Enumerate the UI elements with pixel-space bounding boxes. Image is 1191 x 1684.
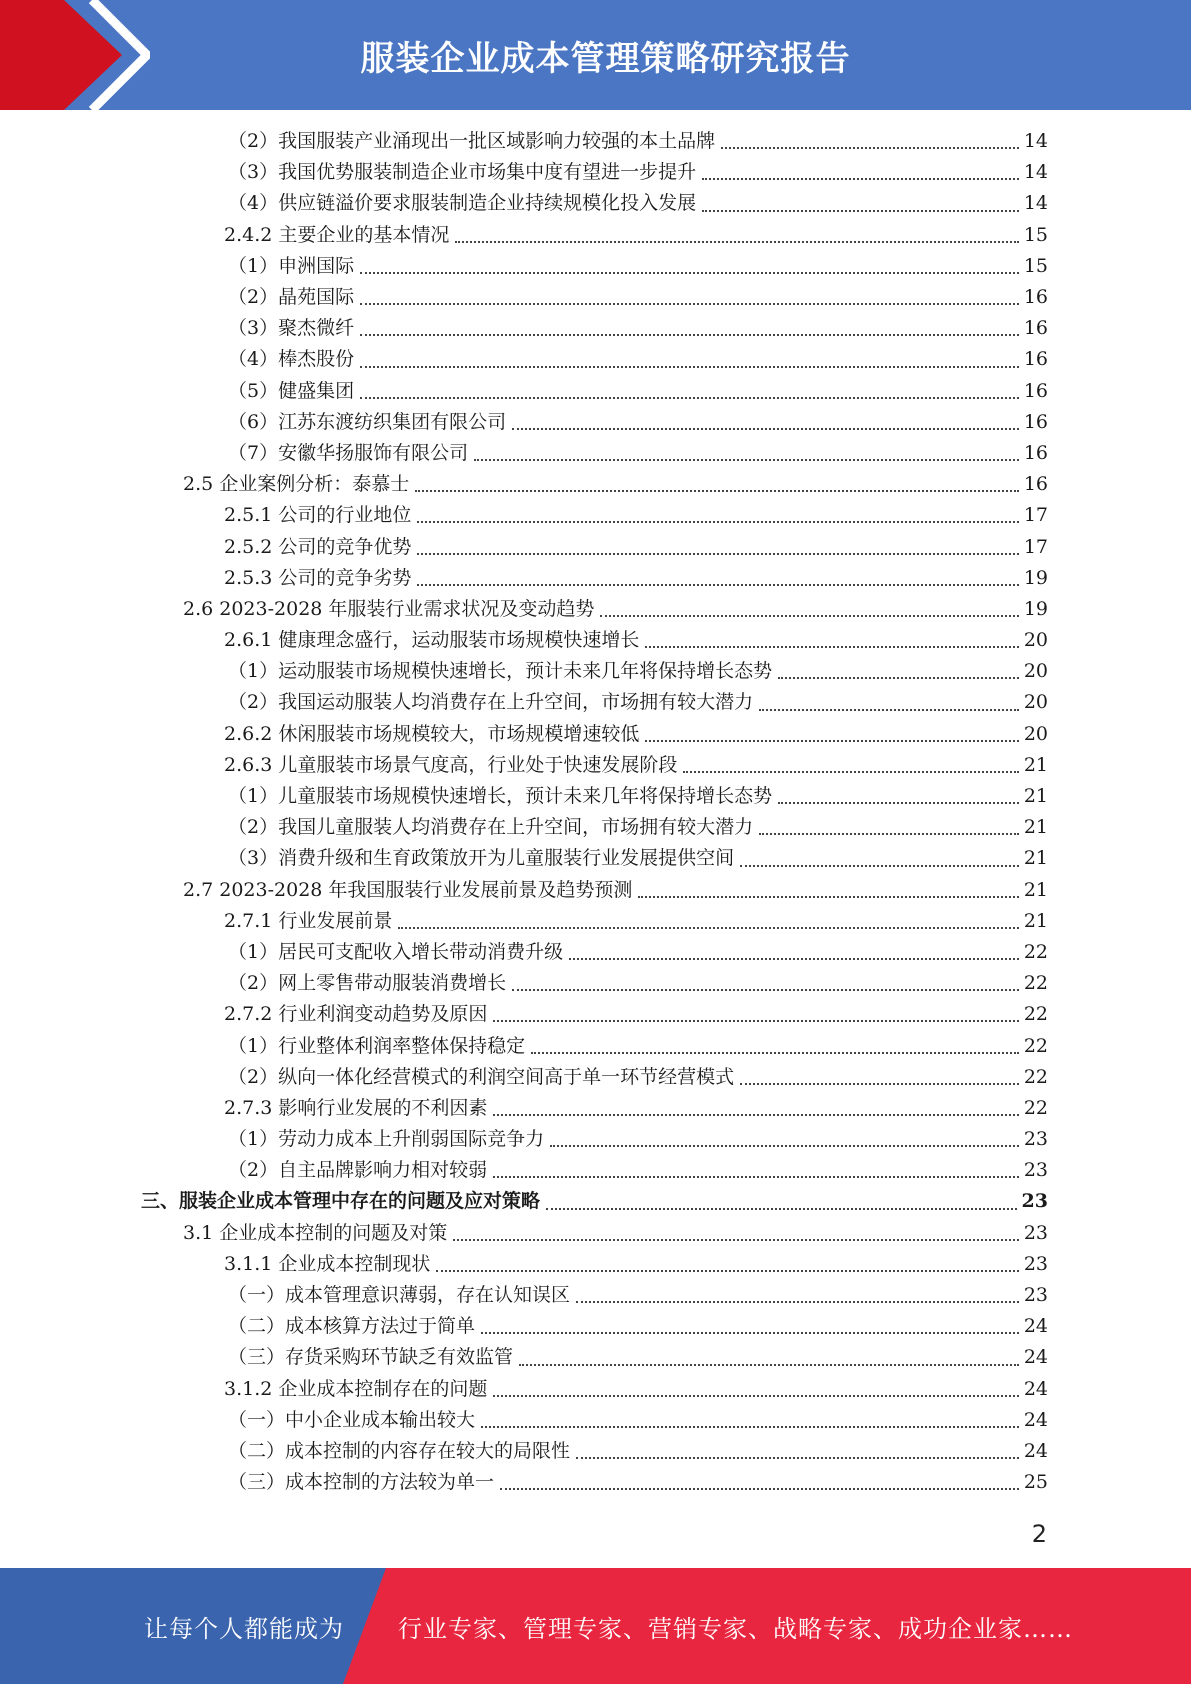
toc-entry-label: 2.5.2 公司的竞争优势: [224, 535, 412, 558]
toc-entry-page: 22: [1023, 1065, 1048, 1088]
toc-entry-label: 2.7.1 行业发展前景: [224, 909, 393, 932]
header-arrow-decoration: [0, 0, 150, 110]
toc-entry[interactable]: [0, 750, 1191, 781]
toc-entry-page: 20: [1023, 629, 1048, 652]
toc-dot-leader: [531, 1051, 1019, 1054]
toc-dot-leader: [778, 676, 1019, 679]
toc-entry[interactable]: [0, 126, 1191, 157]
toc-dot-leader: [360, 365, 1019, 368]
toc-entry-label: （2）晶苑国际: [228, 286, 355, 309]
toc-entry[interactable]: [0, 937, 1191, 968]
toc-entry[interactable]: [0, 1249, 1191, 1280]
toc-entry-page: 14: [1023, 192, 1048, 215]
toc-entry[interactable]: [0, 563, 1191, 594]
toc-entry-page: 22: [1023, 1096, 1048, 1119]
toc-entry-label: （2）我国服装产业涌现出一批区域影响力较强的本土品牌: [228, 130, 716, 153]
toc-entry-page: 24: [1023, 1315, 1048, 1338]
toc-entry-page: 25: [1023, 1471, 1048, 1494]
toc-dot-leader: [360, 302, 1019, 305]
toc-entry-label: 3.1.1 企业成本控制现状: [224, 1252, 431, 1275]
toc-entry-page: 22: [1023, 1034, 1048, 1057]
toc-dot-leader: [569, 957, 1019, 960]
toc-dot-leader: [493, 1113, 1018, 1116]
toc-dot-leader: [645, 645, 1018, 648]
toc-entry[interactable]: [0, 376, 1191, 407]
toc-entry[interactable]: [0, 687, 1191, 718]
toc-entry-label: （2）我国运动服装人均消费存在上升空间，市场拥有较大潜力: [228, 691, 754, 714]
toc-entry-page: 21: [1023, 909, 1048, 932]
toc-entry-label: 2.4.2 主要企业的基本情况: [224, 223, 450, 246]
toc-entry[interactable]: [0, 282, 1191, 313]
toc-entry[interactable]: [0, 1342, 1191, 1373]
toc-entry-page: 24: [1023, 1439, 1048, 1462]
toc-entry-label: （一）中小企业成本输出较大: [228, 1408, 476, 1431]
toc-entry[interactable]: [0, 407, 1191, 438]
toc-dot-leader: [453, 1238, 1019, 1241]
toc-dot-leader: [455, 240, 1018, 243]
toc-dot-leader: [500, 1487, 1019, 1490]
toc-entry-label: （3）我国优势服装制造企业市场集中度有望进一步提升: [228, 161, 697, 184]
toc-entry[interactable]: [0, 344, 1191, 375]
toc-entry-page: 16: [1023, 286, 1048, 309]
toc-entry-page: 20: [1023, 691, 1048, 714]
toc-dot-leader: [683, 770, 1018, 773]
toc-entry-label: （2）自主品牌影响力相对较弱: [228, 1159, 488, 1182]
toc-entry-page: 20: [1023, 660, 1048, 683]
toc-dot-leader: [546, 1207, 1017, 1210]
toc-entry-page: 23: [1023, 1159, 1048, 1182]
toc-entry-label: 2.6 2023-2028 年服装行业需求状况及变动趋势: [183, 597, 595, 620]
toc-entry[interactable]: [0, 1436, 1191, 1467]
toc-entry-label: 2.7.3 影响行业发展的不利因素: [224, 1096, 488, 1119]
toc-entry-page: 17: [1023, 504, 1048, 527]
toc-entry[interactable]: [0, 625, 1191, 656]
toc-entry[interactable]: [0, 500, 1191, 531]
toc-entry-label: （1）劳动力成本上升削弱国际竞争力: [228, 1128, 545, 1151]
toc-entry-page: 24: [1023, 1377, 1048, 1400]
footer-banner: [0, 1568, 1191, 1684]
toc-entry[interactable]: [0, 1374, 1191, 1405]
toc-entry-label: 2.6.3 儿童服装市场景气度高，行业处于快速发展阶段: [224, 753, 678, 776]
toc-dot-leader: [360, 396, 1019, 399]
toc-entry-page: 23: [1023, 1128, 1048, 1151]
toc-entry-label: （二）成本核算方法过于简单: [228, 1315, 476, 1338]
toc-entry[interactable]: [0, 1186, 1191, 1217]
toc-entry-label: （2）我国儿童服装人均消费存在上升空间，市场拥有较大潜力: [228, 816, 754, 839]
toc-dot-leader: [702, 209, 1019, 212]
toc-entry[interactable]: [0, 1218, 1191, 1249]
toc-dot-leader: [493, 1175, 1019, 1178]
toc-entry-page: 16: [1023, 348, 1048, 371]
toc-entry-label: 3.1 企业成本控制的问题及对策: [183, 1221, 448, 1244]
toc-entry-label: 2.7 2023-2028 年我国服装行业发展前景及趋势预测: [183, 878, 633, 901]
toc-dot-leader: [638, 895, 1018, 898]
toc-entry-page: 16: [1023, 473, 1048, 496]
toc-entry[interactable]: [0, 220, 1191, 251]
table-of-contents: [0, 126, 1191, 1498]
toc-dot-leader: [702, 177, 1019, 180]
toc-dot-leader: [512, 427, 1019, 430]
toc-dot-leader: [759, 832, 1019, 835]
toc-entry-page: 16: [1023, 317, 1048, 340]
toc-dot-leader: [600, 614, 1018, 617]
toc-entry-label: 2.6.2 休闲服装市场规模较大，市场规模增速较低: [224, 722, 640, 745]
toc-dot-leader: [493, 1019, 1018, 1022]
toc-entry[interactable]: [0, 1311, 1191, 1342]
toc-entry-page: 21: [1023, 878, 1048, 901]
toc-dot-leader: [721, 146, 1019, 149]
toc-dot-leader: [417, 552, 1018, 555]
toc-entry-page: 22: [1023, 940, 1048, 963]
toc-dot-leader: [493, 1394, 1018, 1397]
toc-entry-page: 20: [1023, 722, 1048, 745]
toc-entry-label: 2.7.2 行业利润变动趋势及原因: [224, 1003, 488, 1026]
toc-entry-page: 17: [1023, 535, 1048, 558]
toc-entry-page: 23: [1021, 1190, 1048, 1213]
toc-dot-leader: [645, 739, 1018, 742]
toc-entry-label: （2）纵向一体化经营模式的利润空间高于单一环节经营模式: [228, 1065, 735, 1088]
toc-dot-leader: [360, 271, 1019, 274]
toc-entry[interactable]: [0, 812, 1191, 843]
toc-entry-label: （1）运动服装市场规模快速增长，预计未来几年将保持增长态势: [228, 660, 773, 683]
toc-entry[interactable]: [0, 157, 1191, 188]
toc-dot-leader: [481, 1425, 1019, 1428]
toc-entry[interactable]: [0, 781, 1191, 812]
toc-entry-page: 23: [1023, 1284, 1048, 1307]
toc-entry-label: 三、服装企业成本管理中存在的问题及应对策略: [141, 1190, 541, 1213]
toc-entry-label: 2.5.1 公司的行业地位: [224, 504, 412, 527]
toc-entry-page: 22: [1023, 972, 1048, 995]
toc-entry[interactable]: [0, 1124, 1191, 1155]
toc-dot-leader: [519, 1363, 1019, 1366]
toc-entry[interactable]: [0, 999, 1191, 1030]
toc-dot-leader: [576, 1300, 1019, 1303]
toc-entry-page: 19: [1023, 597, 1048, 620]
toc-entry[interactable]: [0, 875, 1191, 906]
toc-entry-label: （4）棒杰股份: [228, 348, 355, 371]
toc-entry-label: （三）存货采购环节缺乏有效监管: [228, 1346, 514, 1369]
toc-entry-label: （2）网上零售带动服装消费增长: [228, 972, 507, 995]
toc-entry-page: 15: [1023, 223, 1048, 246]
toc-entry[interactable]: [0, 1062, 1191, 1093]
toc-dot-leader: [360, 333, 1019, 336]
toc-entry-page: 21: [1023, 785, 1048, 808]
toc-dot-leader: [474, 458, 1019, 461]
toc-entry[interactable]: [0, 906, 1191, 937]
toc-entry-label: （7）安徽华扬服饰有限公司: [228, 441, 469, 464]
toc-entry-page: 16: [1023, 441, 1048, 464]
toc-dot-leader: [417, 520, 1018, 523]
toc-entry-page: 21: [1023, 816, 1048, 839]
footer-slogan-left: 让每个人都能成为: [144, 1614, 344, 1643]
header-banner: [0, 0, 1191, 110]
toc-entry-label: 2.5.3 公司的竞争劣势: [224, 566, 412, 589]
toc-entry-page: 15: [1023, 254, 1048, 277]
toc-dot-leader: [436, 1269, 1018, 1272]
toc-entry-page: 24: [1023, 1408, 1048, 1431]
toc-dot-leader: [759, 708, 1019, 711]
toc-entry[interactable]: [0, 1155, 1191, 1186]
toc-entry-page: 23: [1023, 1221, 1048, 1244]
toc-dot-leader: [512, 988, 1019, 991]
toc-entry-label: （二）成本控制的内容存在较大的局限性: [228, 1439, 571, 1462]
toc-entry[interactable]: [0, 251, 1191, 282]
toc-entry-label: （1）居民可支配收入增长带动消费升级: [228, 940, 564, 963]
toc-dot-leader: [740, 1082, 1019, 1085]
toc-dot-leader: [740, 864, 1019, 867]
toc-entry[interactable]: [0, 1093, 1191, 1124]
toc-entry-page: 23: [1023, 1252, 1048, 1275]
toc-entry[interactable]: [0, 313, 1191, 344]
toc-entry-label: （三）成本控制的方法较为单一: [228, 1471, 495, 1494]
report-title: 服装企业成本管理策略研究报告: [360, 38, 851, 79]
toc-entry-label: 2.6.1 健康理念盛行，运动服装市场规模快速增长: [224, 629, 640, 652]
footer-slogan-right: 行业专家、管理专家、营销专家、战略专家、成功企业家……: [398, 1614, 1073, 1643]
toc-entry[interactable]: [0, 719, 1191, 750]
toc-entry[interactable]: [0, 843, 1191, 874]
toc-entry-label: （3）消费升级和生育政策放开为儿童服装行业发展提供空间: [228, 847, 735, 870]
toc-entry[interactable]: [0, 438, 1191, 469]
toc-entry-label: （4）供应链溢价要求服装制造企业持续规模化投入发展: [228, 192, 697, 215]
toc-entry[interactable]: [0, 469, 1191, 500]
toc-entry-page: 22: [1023, 1003, 1048, 1026]
toc-entry[interactable]: [0, 594, 1191, 625]
toc-entry-label: （3）聚杰微纤: [228, 317, 355, 340]
toc-entry[interactable]: [0, 1030, 1191, 1061]
toc-entry[interactable]: [0, 1280, 1191, 1311]
toc-entry-page: 24: [1023, 1346, 1048, 1369]
toc-entry-label: （5）健盛集团: [228, 379, 355, 402]
toc-entry-page: 19: [1023, 566, 1048, 589]
toc-dot-leader: [398, 926, 1018, 929]
toc-entry-label: （6）江苏东渡纺织集团有限公司: [228, 410, 507, 433]
toc-entry[interactable]: [0, 188, 1191, 219]
toc-entry-label: （1）申洲国际: [228, 254, 355, 277]
toc-entry[interactable]: [0, 656, 1191, 687]
toc-entry-label: （1）儿童服装市场规模快速增长，预计未来几年将保持增长态势: [228, 785, 773, 808]
toc-dot-leader: [415, 489, 1019, 492]
toc-entry-label: （一）成本管理意识薄弱，存在认知误区: [228, 1284, 571, 1307]
toc-entry-label: （1）行业整体利润率整体保持稳定: [228, 1034, 526, 1057]
toc-dot-leader: [481, 1331, 1019, 1334]
toc-entry[interactable]: [0, 968, 1191, 999]
toc-dot-leader: [550, 1144, 1019, 1147]
toc-entry-page: 14: [1023, 161, 1048, 184]
toc-dot-leader: [576, 1456, 1019, 1459]
toc-entry[interactable]: [0, 1405, 1191, 1436]
toc-entry[interactable]: [0, 1467, 1191, 1498]
toc-entry-label: 3.1.2 企业成本控制存在的问题: [224, 1377, 488, 1400]
toc-entry-page: 16: [1023, 410, 1048, 433]
toc-entry-page: 16: [1023, 379, 1048, 402]
toc-entry[interactable]: [0, 531, 1191, 562]
toc-entry-page: 21: [1023, 847, 1048, 870]
toc-dot-leader: [778, 801, 1019, 804]
toc-entry-label: 2.5 企业案例分析：泰慕士: [183, 473, 410, 496]
page-number: 2: [1031, 1520, 1047, 1548]
toc-entry-page: 21: [1023, 753, 1048, 776]
toc-dot-leader: [417, 583, 1018, 586]
toc-entry-page: 14: [1023, 130, 1048, 153]
